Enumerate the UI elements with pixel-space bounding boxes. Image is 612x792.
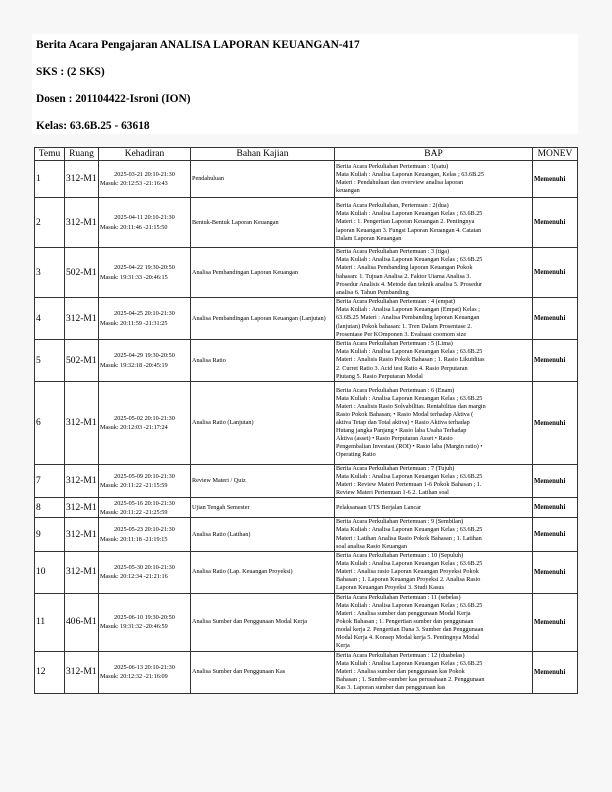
room-cell: 312-M1 xyxy=(65,382,99,465)
room-cell: 312-M1 xyxy=(65,161,99,198)
topic-cell: Analisa Pembandingan Laporan Keuangan xyxy=(191,248,335,298)
bap-line: Prosedur Analisis 4. Metode dan teknik analisa 5. Prosedur xyxy=(336,280,483,288)
meeting-number: 1 xyxy=(35,161,65,198)
room-cell: 312-M1 xyxy=(65,465,99,498)
bap-line: Mata Kuliah : Analisa Laporan Keuangan Kelas ; 63.6B.25 xyxy=(336,473,483,481)
bap-line: Berita Acara Perkuliahan Pertemuan : 3 (tiga) xyxy=(336,248,450,256)
col-header-kehadiran: Kehadiran xyxy=(99,148,191,161)
table-row xyxy=(35,518,578,551)
schedule-time: 2025-04-25 20:10-21:30 xyxy=(114,310,175,318)
bap-line: Berita Acara Perkuliahan Pertemuan : 10 (Sepuluh) xyxy=(336,552,464,560)
table-row xyxy=(35,198,578,248)
attendance-cell xyxy=(99,465,191,498)
bap-line: Berita Acara Perkuliahan Pertemuan : 7 (Tujuh) xyxy=(336,465,455,472)
bap-line: Pelaksanaan UTS Berjalan Lancar xyxy=(336,503,422,511)
monev-status: Memenuhi xyxy=(533,382,578,465)
document-header xyxy=(32,34,578,134)
bap-line: 63.6B.25 Materi : Analisa Pembanding laporan Keuangan xyxy=(336,314,480,322)
bap-line: Materi : Pendahuluan dan overview analisa laporan xyxy=(336,179,464,186)
room-cell: 502-M1 xyxy=(65,340,99,382)
attendance-cell xyxy=(99,298,191,340)
table-row xyxy=(35,298,578,340)
schedule-time: 2025-04-11 20:10-21:30 xyxy=(114,214,175,222)
bap-line: soal analisa Rasio Keuangan xyxy=(336,542,407,550)
meeting-number: 6 xyxy=(35,382,65,465)
topic-cell: Analisa Ratio (Lap. Keuangan Proyeksi) xyxy=(191,551,335,593)
check-in-time: Masuk: 19:31:32 -20:46:59 xyxy=(100,623,168,631)
attendance-cell xyxy=(99,198,191,248)
bap-cell xyxy=(335,593,533,651)
bap-line: Materi : 1. Pengertian Laporan Keuangan 2. Pentingnya xyxy=(336,218,475,226)
bap-line: Materi : Analisis Rasio Pokok Bahasan ; 1. Rasio Likuiditas xyxy=(336,356,485,364)
room-cell: 312-M1 xyxy=(65,518,99,551)
meeting-number: 10 xyxy=(35,551,65,593)
bap-line: Mata Kuliah : Analisa Laporan Keuangan, Kelas ; 63.6B.25 xyxy=(336,170,484,178)
monev-status: Memenuhi xyxy=(533,340,578,382)
bap-line: Mata Kuliah : Analisa Laporan Keuangan (Empat) Kelas ; xyxy=(336,306,480,314)
bap-cell xyxy=(335,198,533,248)
topic-cell: Review Materi / Quiz xyxy=(191,465,335,498)
table-row xyxy=(35,382,578,465)
table-row xyxy=(35,248,578,298)
topic-cell: Bentuk-Bentuk Laporan Keuangan xyxy=(191,198,335,248)
table-row xyxy=(35,161,578,198)
bap-line: Operating Ratio xyxy=(336,451,376,459)
bap-line: modal kerja 2. Pengertian Dana 3. Sumber dan Penggunaan xyxy=(336,626,484,634)
bap-line: Berita Acara Perkuliahan Pertemuan : 12 (duabelas) xyxy=(336,652,465,660)
sks-info: SKS : (2 SKS) xyxy=(36,66,105,78)
schedule-time: 2025-05-16 20:10-21:30 xyxy=(114,499,175,507)
bap-line: Laporan Keuangan Proyeksi 3. Studi Kasus xyxy=(336,584,444,592)
schedule-time: 2025-05-02 20:10-21:30 xyxy=(114,414,175,422)
bap-line: 2. Curret Ratio 3. Acid test Ratio 4. Rasio Perputaran xyxy=(336,364,468,372)
schedule-time: 2025-05-30 20:10-21:30 xyxy=(114,563,175,571)
bap-line: Piutang 5. Rasio Perputaran Modal xyxy=(336,372,423,380)
bap-cell xyxy=(335,651,533,693)
topic-cell: Analisa Ratio xyxy=(191,340,335,382)
bap-line: Bahasan ; 1. Sumber-sumber kas perusahaan 2. Penggunaan xyxy=(336,676,485,684)
monev-status: Memenuhi xyxy=(533,551,578,593)
table-row xyxy=(35,651,578,693)
monev-status: Memenuhi xyxy=(533,465,578,498)
bap-line: Berita Acara Perkuliahan Pertemuan : 11 (sebelas) xyxy=(336,593,461,601)
monev-status: Memenuhi xyxy=(533,198,578,248)
monev-status: Memenuhi xyxy=(533,518,578,551)
bap-line: keuangan xyxy=(336,187,360,195)
topic-cell: Analisa Ratio (Lanjutan) xyxy=(191,382,335,465)
room-cell: 312-M1 xyxy=(65,298,99,340)
attendance-cell xyxy=(99,551,191,593)
monev-status: Memenuhi xyxy=(533,498,578,518)
attendance-cell xyxy=(99,340,191,382)
schedule-time: 2025-06-13 20:10-21:30 xyxy=(114,663,175,671)
bap-cell xyxy=(335,382,533,465)
monev-status: Memenuhi xyxy=(533,248,578,298)
monev-status: Memenuhi xyxy=(533,298,578,340)
col-header-monev: MONEV xyxy=(533,148,578,161)
check-in-time: Masuk: 19:31:33 -20:46:15 xyxy=(100,273,168,281)
attendance-cell xyxy=(99,498,191,518)
bap-line: Berita Acara Perkuliahan, Pertemuan : 2(dua) xyxy=(336,202,449,210)
bap-cell xyxy=(335,465,533,498)
monev-status: Memenuhi xyxy=(533,161,578,198)
bap-cell xyxy=(335,248,533,298)
check-in-time: Masuk: 20:11:22 -21:25:59 xyxy=(100,508,168,516)
meeting-number: 9 xyxy=(35,518,65,551)
meeting-number: 4 xyxy=(35,298,65,340)
bap-cell xyxy=(335,498,533,518)
bap-line: Mata Kuliah : Analisa Laporan Keuangan Kelas ; 63.6B.25 xyxy=(336,256,483,264)
table-header-row xyxy=(35,148,578,161)
bap-line: Bahasan ; 1. Laporan Keuangan Proyeksi 2. Analisa Rasio xyxy=(336,576,481,584)
table-row xyxy=(35,340,578,382)
bap-line: Pengembalian Investasi (ROI) • Rasio laba (Margin ratio) • xyxy=(336,443,483,451)
room-cell: 312-M1 xyxy=(65,498,99,518)
attendance-cell xyxy=(99,651,191,693)
dosen-info: Dosen : 201104422-Isroni (ION) xyxy=(36,93,191,105)
bap-line: Berita Acara Perkuliahan Pertemuan : 1(satu) xyxy=(336,162,449,170)
meeting-number: 3 xyxy=(35,248,65,298)
schedule-time: 2025-06-10 19:30-20:50 xyxy=(114,613,175,621)
bap-line: Berita Acara Perkuliahan Pertemuan : 4 (empat) xyxy=(336,298,455,306)
check-in-time: Masuk: 19:32:18 -20:45:19 xyxy=(100,361,168,369)
bap-cell xyxy=(335,161,533,198)
meeting-number: 5 xyxy=(35,340,65,382)
attendance-cell xyxy=(99,382,191,465)
table-row xyxy=(35,498,578,518)
bap-line: Mata Kuliah : Analisa Laporan Keuangan Kelas ; 63.6B.25 xyxy=(336,526,483,534)
check-in-time: Masuk: 20:12:53 -21:16:43 xyxy=(100,180,168,187)
kelas-info: Kelas: 63.6B.25 - 63618 xyxy=(36,120,150,132)
bap-line: Kerja xyxy=(336,642,350,650)
bap-line: aktiva Tetap dan Total aktiva) • Rasio Aktiva terhadap xyxy=(336,418,470,426)
check-in-time: Masuk: 20:12:32 -21:16:09 xyxy=(100,673,168,681)
schedule-time: 2025-04-22 19:30-20:50 xyxy=(114,264,175,272)
bap-cell xyxy=(335,298,533,340)
bap-line: Mata Kuliah : Analisa Laporan Keuangan Kelas ; 63.6B.25 xyxy=(336,660,483,668)
monev-status: Memenuhi xyxy=(533,651,578,693)
check-in-time: Masuk: 20:11:46 -21:15:50 xyxy=(100,223,168,231)
page-title: Berita Acara Pengajaran ANALISA LAPORAN KEUANGAN-417 xyxy=(36,39,360,51)
table-row xyxy=(35,551,578,593)
bap-table-container xyxy=(34,147,577,694)
schedule-time: 2025-03-21 20:10-21:30 xyxy=(114,170,175,178)
attendance-cell xyxy=(99,161,191,198)
bap-line: Hutang jangka Panjang • Rasio laba Usaha Terhadap xyxy=(336,427,467,435)
bap-line: Materi : Analisis Rasio Solvabilitas. Rentabilitas dan margin xyxy=(336,402,486,410)
bap-cell xyxy=(335,551,533,593)
topic-cell: Analisa Sumber dan Penggunaan Modal Kerja xyxy=(191,593,335,651)
bap-table xyxy=(34,147,578,694)
meeting-number: 7 xyxy=(35,465,65,498)
bap-line: Review Materi Pertemuan 1-6 2. Latihan soal xyxy=(336,489,449,497)
col-header-temu: Temu xyxy=(35,148,65,161)
bap-line: Materi : Analisa sumber dan penggunaan kas Pokok xyxy=(336,668,465,676)
monev-status: Memenuhi xyxy=(533,593,578,651)
table-row xyxy=(35,593,578,651)
table-body xyxy=(35,161,578,694)
meeting-number: 11 xyxy=(35,593,65,651)
check-in-time: Masuk: 20:11:18 -21:19:15 xyxy=(100,535,168,543)
bap-line: (lanjutan) Pokok bahasan: 1. Tren Dalam Prosentase 2. xyxy=(336,322,472,330)
meeting-number: 8 xyxy=(35,498,65,518)
bap-line: Prosentase Per KOmponen 3. Evaluasi coomom size xyxy=(336,330,467,338)
bap-line: Dalam Laporan Keuangan xyxy=(336,234,402,242)
bap-line: Berita Acara Perkuliahan Pertemuan : 9 (Sembilan) xyxy=(336,518,464,526)
schedule-time: 2025-05-09 20:10-21:30 xyxy=(114,472,175,480)
bap-line: Modal Kerja 4. Konsep Modal kerja 5. Pentingnya Modal xyxy=(336,634,479,642)
topic-cell: Ujian Tengah Semester xyxy=(191,498,335,518)
bap-line: Mata Kuliah : Analisa Laporan Keuangan Kelas ; 63.6B.25 xyxy=(336,210,483,218)
bap-line: Mata Kuliah : Analisa Laporan Keuangan Kelas ; 63.6B.25 xyxy=(336,602,483,610)
room-cell: 312-M1 xyxy=(65,198,99,248)
check-in-time: Masuk: 20:11:59 -21:31:25 xyxy=(100,319,168,327)
bap-line: Rasio Pokok Bahasan; • Rasio Modal terhadap Aktiva ( xyxy=(336,410,474,418)
attendance-cell xyxy=(99,593,191,651)
schedule-time: 2025-04-29 19:30-20:50 xyxy=(114,352,175,360)
col-header-ruang: Ruang xyxy=(65,148,99,161)
room-cell: 312-M1 xyxy=(65,651,99,693)
bap-cell xyxy=(335,518,533,551)
col-header-bap: BAP xyxy=(335,148,533,161)
meeting-number: 2 xyxy=(35,198,65,248)
bap-line: Mata Kuliah : Analisa Laporan Keuangan Kelas ; 63.6B.25 xyxy=(336,394,483,402)
bap-line: Materi : Analisa rasio Laporan Keuangan Proyeksi Pokok xyxy=(336,568,479,576)
room-cell: 406-M1 xyxy=(65,593,99,651)
bap-line: bahasan: 1. Tujuan Analisa 2. Faktor Utama Analisa 3. xyxy=(336,272,471,280)
bap-line: Mata Kuliah : Analisa Laporan Keuangan Kelas ; 63.6B.25 xyxy=(336,560,483,568)
bap-line: Berita Acara Perkuliahan Pertemuan : 5 (Lima) xyxy=(336,340,453,348)
bap-line: Materi : Analisa sumber dan penggunaan Modal Kerja xyxy=(336,610,471,618)
room-cell: 502-M1 xyxy=(65,248,99,298)
attendance-cell xyxy=(99,248,191,298)
attendance-cell xyxy=(99,518,191,551)
check-in-time: Masuk: 20:11:22 -21:15:59 xyxy=(100,482,168,490)
bap-line: Kas 3. Laporan sumber dan penggunaan kas xyxy=(336,684,446,692)
bap-line: laporan Keuangan 3. Fungsi Laporan Keuangan 4. Catatan xyxy=(336,226,482,234)
bap-line: Pokok Bahasan ; 1. Pengertian sumber dan penggunaan xyxy=(336,618,474,626)
check-in-time: Masuk: 20:12:34 -21:21:16 xyxy=(100,573,168,581)
table-row xyxy=(35,465,578,498)
topic-cell: Analisa Pembandingan Laporan Keuangan (Lanjutan) xyxy=(191,298,335,340)
col-header-bahan-kajian: Bahan Kajian xyxy=(191,148,335,161)
topic-cell: Pendahuluan xyxy=(191,161,335,198)
bap-line: analisa 6. Tahun Pembanding xyxy=(336,288,409,296)
topic-cell: Analisa Ratio (Latihan) xyxy=(191,518,335,551)
bap-cell xyxy=(335,340,533,382)
bap-line: Materi : Latihan Analisa Rasio Pokok Bahasan ; 1. Latihan xyxy=(336,534,482,542)
bap-line: Berita Acara Perkuliahan Pertemuan : 6 (Enam) xyxy=(336,386,455,394)
meeting-number: 12 xyxy=(35,651,65,693)
topic-cell: Analisa Sumber dan Penggunaan Kas xyxy=(191,651,335,693)
bap-line: Materi : Analisa Pembanding laporan Keuangan Pokok xyxy=(336,264,473,272)
check-in-time: Masuk: 20:12:03 -21:17:24 xyxy=(100,424,168,431)
bap-line: Materi : Review Materi Pertemuan 1-6 Pokok Bahasan ; 1. xyxy=(336,481,482,489)
schedule-time: 2025-05-23 20:10-21:30 xyxy=(114,526,175,534)
bap-line: Mata Kuliah : Analisa Laporan Keuangan Kelas ; 63.6B.25 xyxy=(336,348,483,356)
bap-line: Aktiva (asset) • Rasio Perputaran Asset • Rasio xyxy=(336,435,453,443)
room-cell: 312-M1 xyxy=(65,551,99,593)
